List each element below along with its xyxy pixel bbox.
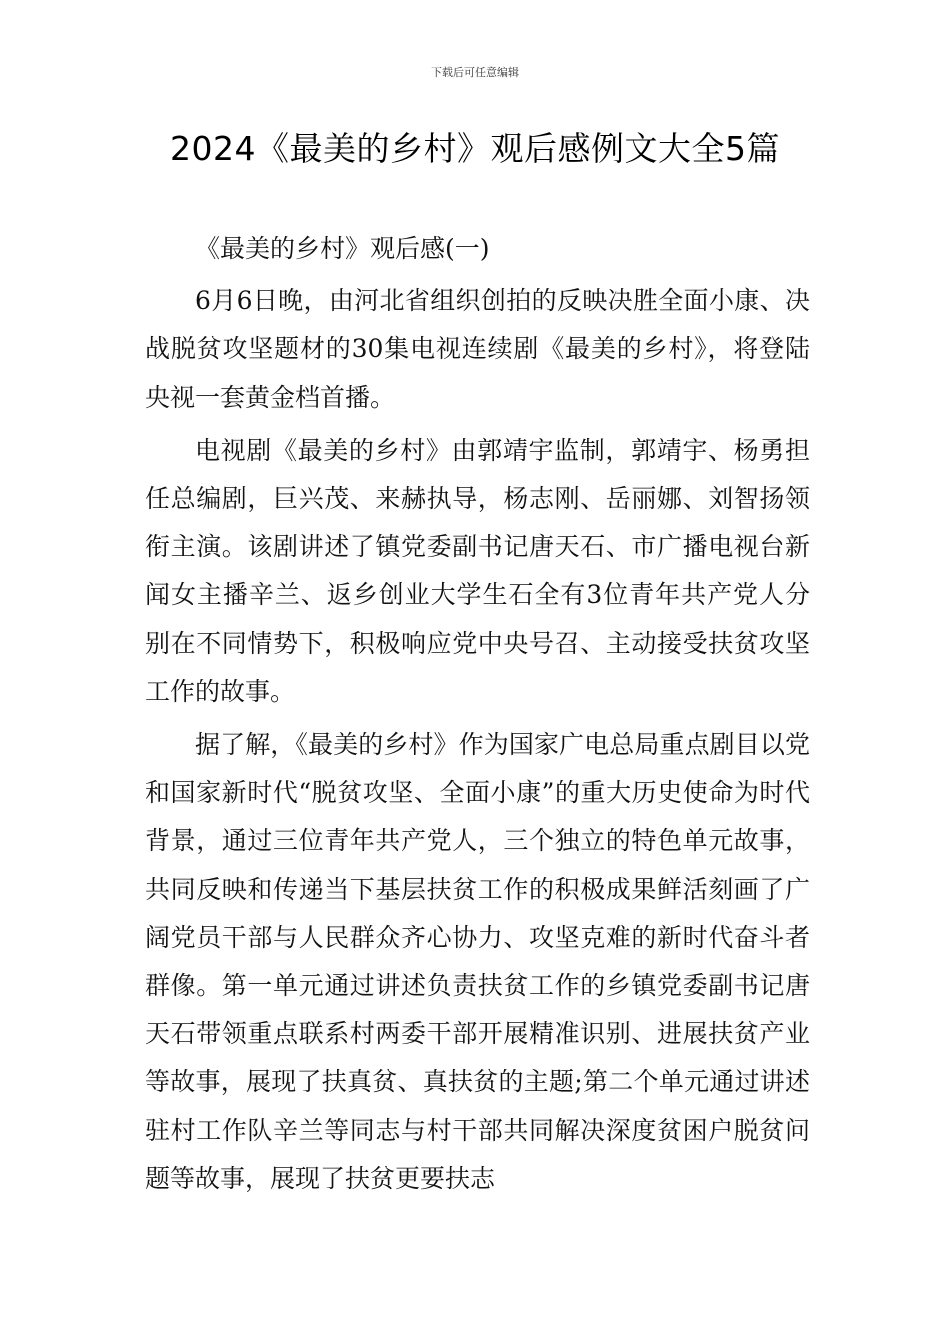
section-heading: 《最美的乡村》观后感(一) — [195, 234, 490, 263]
document-title: 2024《最美的乡村》观后感例文大全5篇 — [170, 129, 780, 168]
paragraph-1: 6月6日晚，由河北省组织创拍的反映决胜全面小康、决战脱贫攻坚题材的30集电视连续剧《最美的乡村》，将登陆央视一套黄金档首播。 — [145, 286, 810, 412]
paragraph-2: 电视剧《最美的乡村》由郭靖宇监制，郭靖宇、杨勇担任总编剧，巨兴茂、来赫执导，杨志刚、岳丽娜、刘智扬领衔主演。该剧讲述了镇党委副书记唐天石、市广播电视台新闻女主播辛兰、返乡创业大学生石全有3位青年共产党人分别在不同情势下，积极响应党中央号召、主动接受扶贫攻坚工作的故事。 — [145, 435, 810, 706]
page-header-note: 下载后可任意编辑 — [431, 66, 519, 79]
document-body — [145, 225, 810, 1208]
paragraph-3: 据了解，《最美的乡村》作为国家广电总局重点剧目以党和国家新时代“脱贫攻坚、全面小康”的重大历史使命为时代背景，通过三位青年共产党人，三个独立的特色单元故事，共同反映和传递当下基层扶贫工作的积极成果鲜活刻画了广阔党员干部与人民群众齐心协力、攻坚克难的新时代奋斗者群像。第一单元通过讲述负责扶贫工作的乡镇党委副书记唐天石带领重点联系村两委干部开展精准识别、进展扶贫产业等故事，展现了扶真贫、真扶贫的主题;第二个单元通过讲述驻村工作队辛兰等同志与村干部共同解决深度贫困户脱贫问题等故事，展现了扶贫更要扶志 — [145, 730, 810, 1193]
